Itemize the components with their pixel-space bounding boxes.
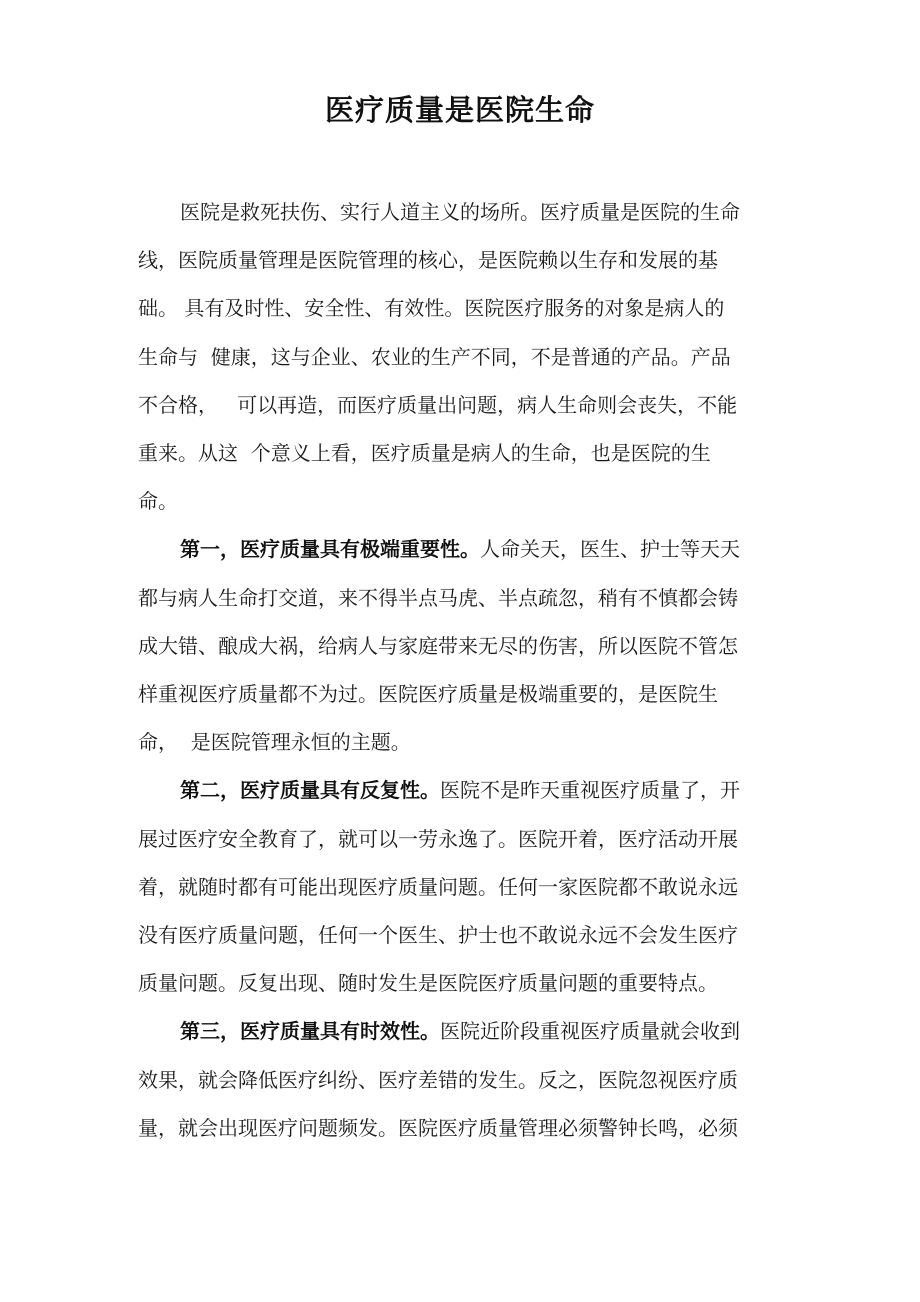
section2-line: 着，就随时都有可能出现医疗质量问题。任何一家医院都不敢说永远 — [138, 875, 738, 899]
section3-first-line-rest: 医院近阶段重视医疗质量就会收到 — [440, 1019, 740, 1043]
intro-line: 生命与 健康，这与企业、农业的生产不同，不是普通的产品。产品 — [138, 345, 731, 369]
section3-line: 效果，就会降低医疗纠纷、医疗差错的发生。反之，医院忽视医疗质 — [138, 1068, 738, 1092]
intro-line: 命。 — [138, 489, 178, 513]
section2-first-line-rest: 医院不是昨天重视医疗质量了，开 — [440, 778, 740, 802]
section3-first-line — [180, 1017, 740, 1045]
section2-line: 质量问题。反复出现、随时发生是医院医疗质量问题的重要特点。 — [138, 971, 718, 995]
section1-line: 命， 是医院管理永恒的主题。 — [138, 730, 411, 754]
section1-first-line — [180, 535, 740, 563]
section1-line: 成大错、酿成大祸，给病人与家庭带来无尽的伤害，所以医院不管怎 — [138, 634, 738, 658]
intro-line: 医院是救死扶伤、实行人道主义的场所。医疗质量是医院的生命 — [180, 200, 740, 224]
section1-line: 都与病人生命打交道，来不得半点马虎、半点疏忽，稍有不慎都会铸 — [138, 586, 738, 610]
intro-line: 重来。从这 个意义上看，医疗质量是病人的生命，也是医院的生 — [138, 441, 711, 465]
section1-heading: 第一，医疗质量具有极端重要性。 — [180, 537, 480, 561]
section2-line: 展过医疗安全教育了，就可以一劳永逸了。医院开着，医疗活动开展 — [138, 827, 738, 851]
section3-heading: 第三，医疗质量具有时效性。 — [180, 1019, 440, 1043]
section2-line: 没有医疗质量问题，任何一个医生、护士也不敢说永远不会发生医疗 — [138, 923, 738, 947]
document-title: 医疗质量是医院生命 — [324, 93, 595, 127]
section2-first-line — [180, 776, 740, 804]
section3-line: 量，就会出现医疗问题频发。医院医疗质量管理必须警钟长鸣，必须 — [138, 1116, 738, 1140]
section1-line: 样重视医疗质量都不为过。医院医疗质量是极端重要的，是医院生 — [138, 682, 718, 706]
section2-heading: 第二，医疗质量具有反复性。 — [180, 778, 440, 802]
intro-line: 不合格， 可以再造，而医疗质量出问题，病人生命则会丧失，不能 — [138, 393, 738, 417]
intro-line: 础。 具有及时性、安全性、有效性。医院医疗服务的对象是病人的 — [138, 296, 725, 320]
section1-first-line-rest: 人命关天，医生、护士等天天 — [480, 537, 740, 561]
intro-line: 线，医院质量管理是医院管理的核心，是医院赖以生存和发展的基 — [138, 248, 718, 272]
